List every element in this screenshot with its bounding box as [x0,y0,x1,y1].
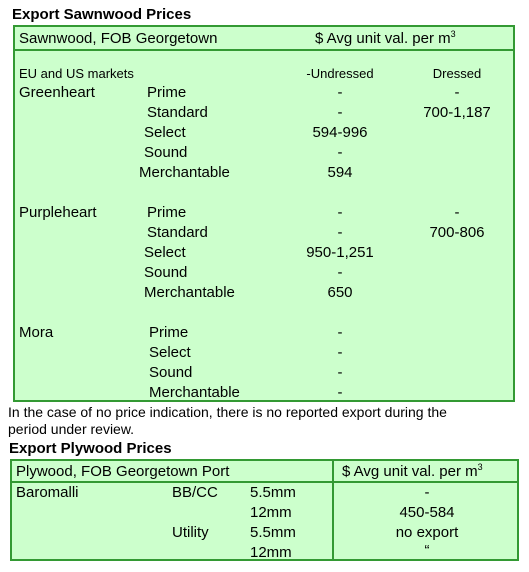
grade-label: Merchantable [149,384,240,401]
dressed-value: 700-1,187 [423,104,491,121]
grade-label: Prime [147,84,187,101]
plywood-header-label: Plywood, FOB Georgetown Port [16,463,230,480]
note-line-1: In the case of no price indication, there is no reported export during the [8,404,447,420]
grade-label: Merchantable [144,284,235,301]
sawnwood-unit-text: $ Avg unit val. per m [315,30,451,47]
plywood-value: 450-584 [399,504,455,521]
markets-label: EU and US markets [19,66,134,81]
grade-label: Select [144,244,186,261]
sawnwood-title: Export Sawnwood Prices [12,6,192,23]
plywood-value: “ [424,542,430,559]
plywood-size: 5.5mm [250,484,296,501]
undressed-value: 594-996 [312,124,368,141]
plywood-unit-text: $ Avg unit val. per m [342,463,478,480]
undressed-value: 594 [327,164,353,181]
grade-label: Sound [144,264,188,281]
plywood-size: 5.5mm [250,524,296,541]
grade-label: Merchantable [139,164,230,181]
grade-label: Standard [147,104,208,121]
undressed-value: 950-1,251 [306,244,374,261]
plywood-species: Baromalli [16,484,79,501]
undressed-value: - [337,324,343,341]
undressed-value: - [337,344,343,361]
plywood-size: 12mm [250,544,292,561]
col-dressed: Dressed [432,66,482,81]
plywood-grade: BB/CC [172,484,218,501]
note-line-2: period under review. [8,421,135,437]
grade-label: Sound [149,364,193,381]
sawnwood-header-unit [315,30,456,47]
sawnwood-unit-sup: 3 [450,29,456,39]
dressed-value: 700-806 [429,224,485,241]
undressed-value: - [337,264,343,281]
plywood-title: Export Plywood Prices [9,440,172,457]
undressed-value: - [337,384,343,401]
sawnwood-table [13,25,515,402]
plywood-header-unit [342,463,483,480]
undressed-value: - [337,104,343,121]
sawnwood-header-label: Sawnwood, FOB Georgetown [19,30,218,47]
species-mora: Mora [19,324,54,341]
plywood-divider [332,461,334,559]
grade-label: Prime [149,324,189,341]
col-undressed: -Undressed [306,66,374,81]
grade-label: Select [144,124,186,141]
species-purpleheart: Purpleheart [19,204,97,221]
plywood-size: 12mm [250,504,292,521]
undressed-value: - [337,364,343,381]
plywood-value: no export [395,524,459,541]
species-greenheart: Greenheart [19,84,95,101]
plywood-unit-sup: 3 [477,462,483,472]
grade-label: Select [149,344,191,361]
undressed-value: 650 [327,284,353,301]
undressed-value: - [337,144,343,161]
undressed-value: - [337,224,343,241]
grade-label: Prime [147,204,187,221]
plywood-grade: Utility [172,524,209,541]
plywood-value: - [424,484,430,501]
dressed-value: - [454,84,460,101]
dressed-value: - [454,204,460,221]
undressed-value: - [337,204,343,221]
grade-label: Sound [144,144,188,161]
plywood-table [10,459,519,561]
undressed-value: - [337,84,343,101]
grade-label: Standard [147,224,208,241]
